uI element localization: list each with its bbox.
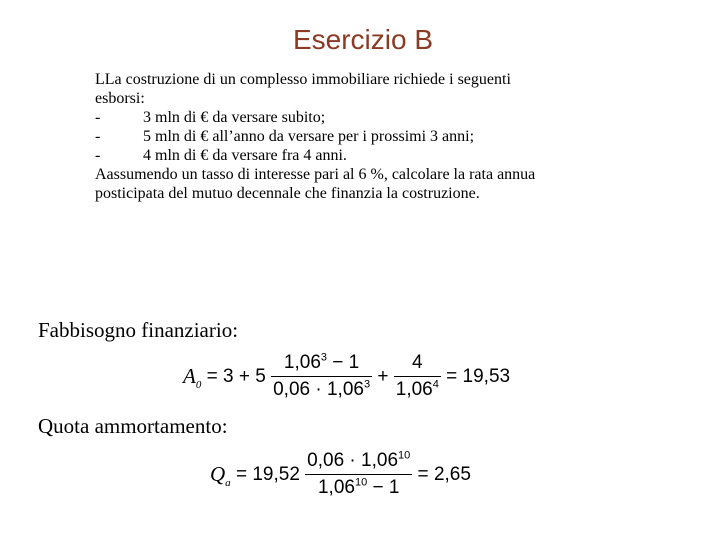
num-exponent: 10 xyxy=(398,449,411,462)
formula-result: 2,65 xyxy=(433,463,471,485)
fraction-denominator xyxy=(271,377,372,401)
equals-sign: = xyxy=(446,365,458,387)
den-exponent: 4 xyxy=(432,378,439,391)
fraction-annuity xyxy=(271,352,372,401)
bullet-3 xyxy=(95,146,615,165)
lhs-subscript: a xyxy=(225,477,231,490)
num-exponent: 3 xyxy=(320,351,328,364)
closing-line-1: Aassumendo un tasso di interesse pari al 6 %, calcolare la rata annua xyxy=(95,166,536,183)
intro-line-2: esborsi: xyxy=(95,90,145,107)
num-base: 1,06 xyxy=(283,352,321,373)
loan-amount: 19,52 xyxy=(252,463,300,485)
plus-sign: + xyxy=(238,365,250,387)
fraction-amortization xyxy=(305,450,412,499)
equals-sign: = xyxy=(235,463,248,485)
den-exponent: 3 xyxy=(363,378,371,391)
den-rest: − 1 xyxy=(367,477,400,498)
den-base: 1,06 xyxy=(395,379,433,400)
formula-lhs xyxy=(210,462,231,490)
fraction-denominator xyxy=(305,475,412,499)
lhs-symbol: A xyxy=(183,364,196,388)
den-exponent: 10 xyxy=(354,476,368,489)
bullet-1 xyxy=(95,108,615,127)
equals-sign: = xyxy=(417,463,429,485)
bullet-text: 3 mln di € da versare subito; xyxy=(143,109,326,126)
fraction-discount xyxy=(394,352,441,401)
fraction-numerator: 4 xyxy=(394,352,441,377)
section-label-fabbisogno: Fabbisogno finanziario: xyxy=(38,318,239,342)
bullet-dash: - xyxy=(95,109,101,126)
fraction-numerator xyxy=(271,352,372,377)
closing-line-2: posticipata del mutuo decennale che finanzia la costruzione. xyxy=(95,185,480,202)
lhs-symbol: Q xyxy=(210,462,226,486)
intro-line-1: LLa costruzione di un complesso immobiliare richiede i seguenti xyxy=(95,71,511,88)
term-immediate: 3 xyxy=(223,365,234,387)
formula-result: 19,53 xyxy=(462,365,511,387)
num-base: 0,06 · 1,06 xyxy=(307,450,399,471)
slide-title: Esercizio B xyxy=(292,24,434,55)
formula-quota xyxy=(210,450,471,499)
equals-sign: = xyxy=(206,365,218,387)
fraction-denominator xyxy=(394,377,441,401)
formula-lhs xyxy=(183,364,202,392)
num-rest: − 1 xyxy=(327,352,360,373)
bullet-dash: - xyxy=(95,128,101,145)
fraction-numerator xyxy=(305,450,412,475)
term-annual: 5 xyxy=(255,365,266,387)
bullet-text: 5 mln di € all’anno da versare per i prossimi 3 anni; xyxy=(143,128,475,145)
bullet-dash: - xyxy=(95,147,101,164)
plus-sign: + xyxy=(377,365,389,387)
section-label-quota: Quota ammortamento: xyxy=(38,414,228,438)
lhs-subscript: 0 xyxy=(195,379,202,392)
den-base: 1,06 xyxy=(317,477,355,498)
formula-fabbisogno xyxy=(183,352,510,401)
den-base: 0,06 · 1,06 xyxy=(273,379,364,400)
problem-statement xyxy=(95,70,615,203)
bullet-text: 4 mln di € da versare fra 4 anni. xyxy=(143,147,347,164)
bullet-2 xyxy=(95,127,615,146)
